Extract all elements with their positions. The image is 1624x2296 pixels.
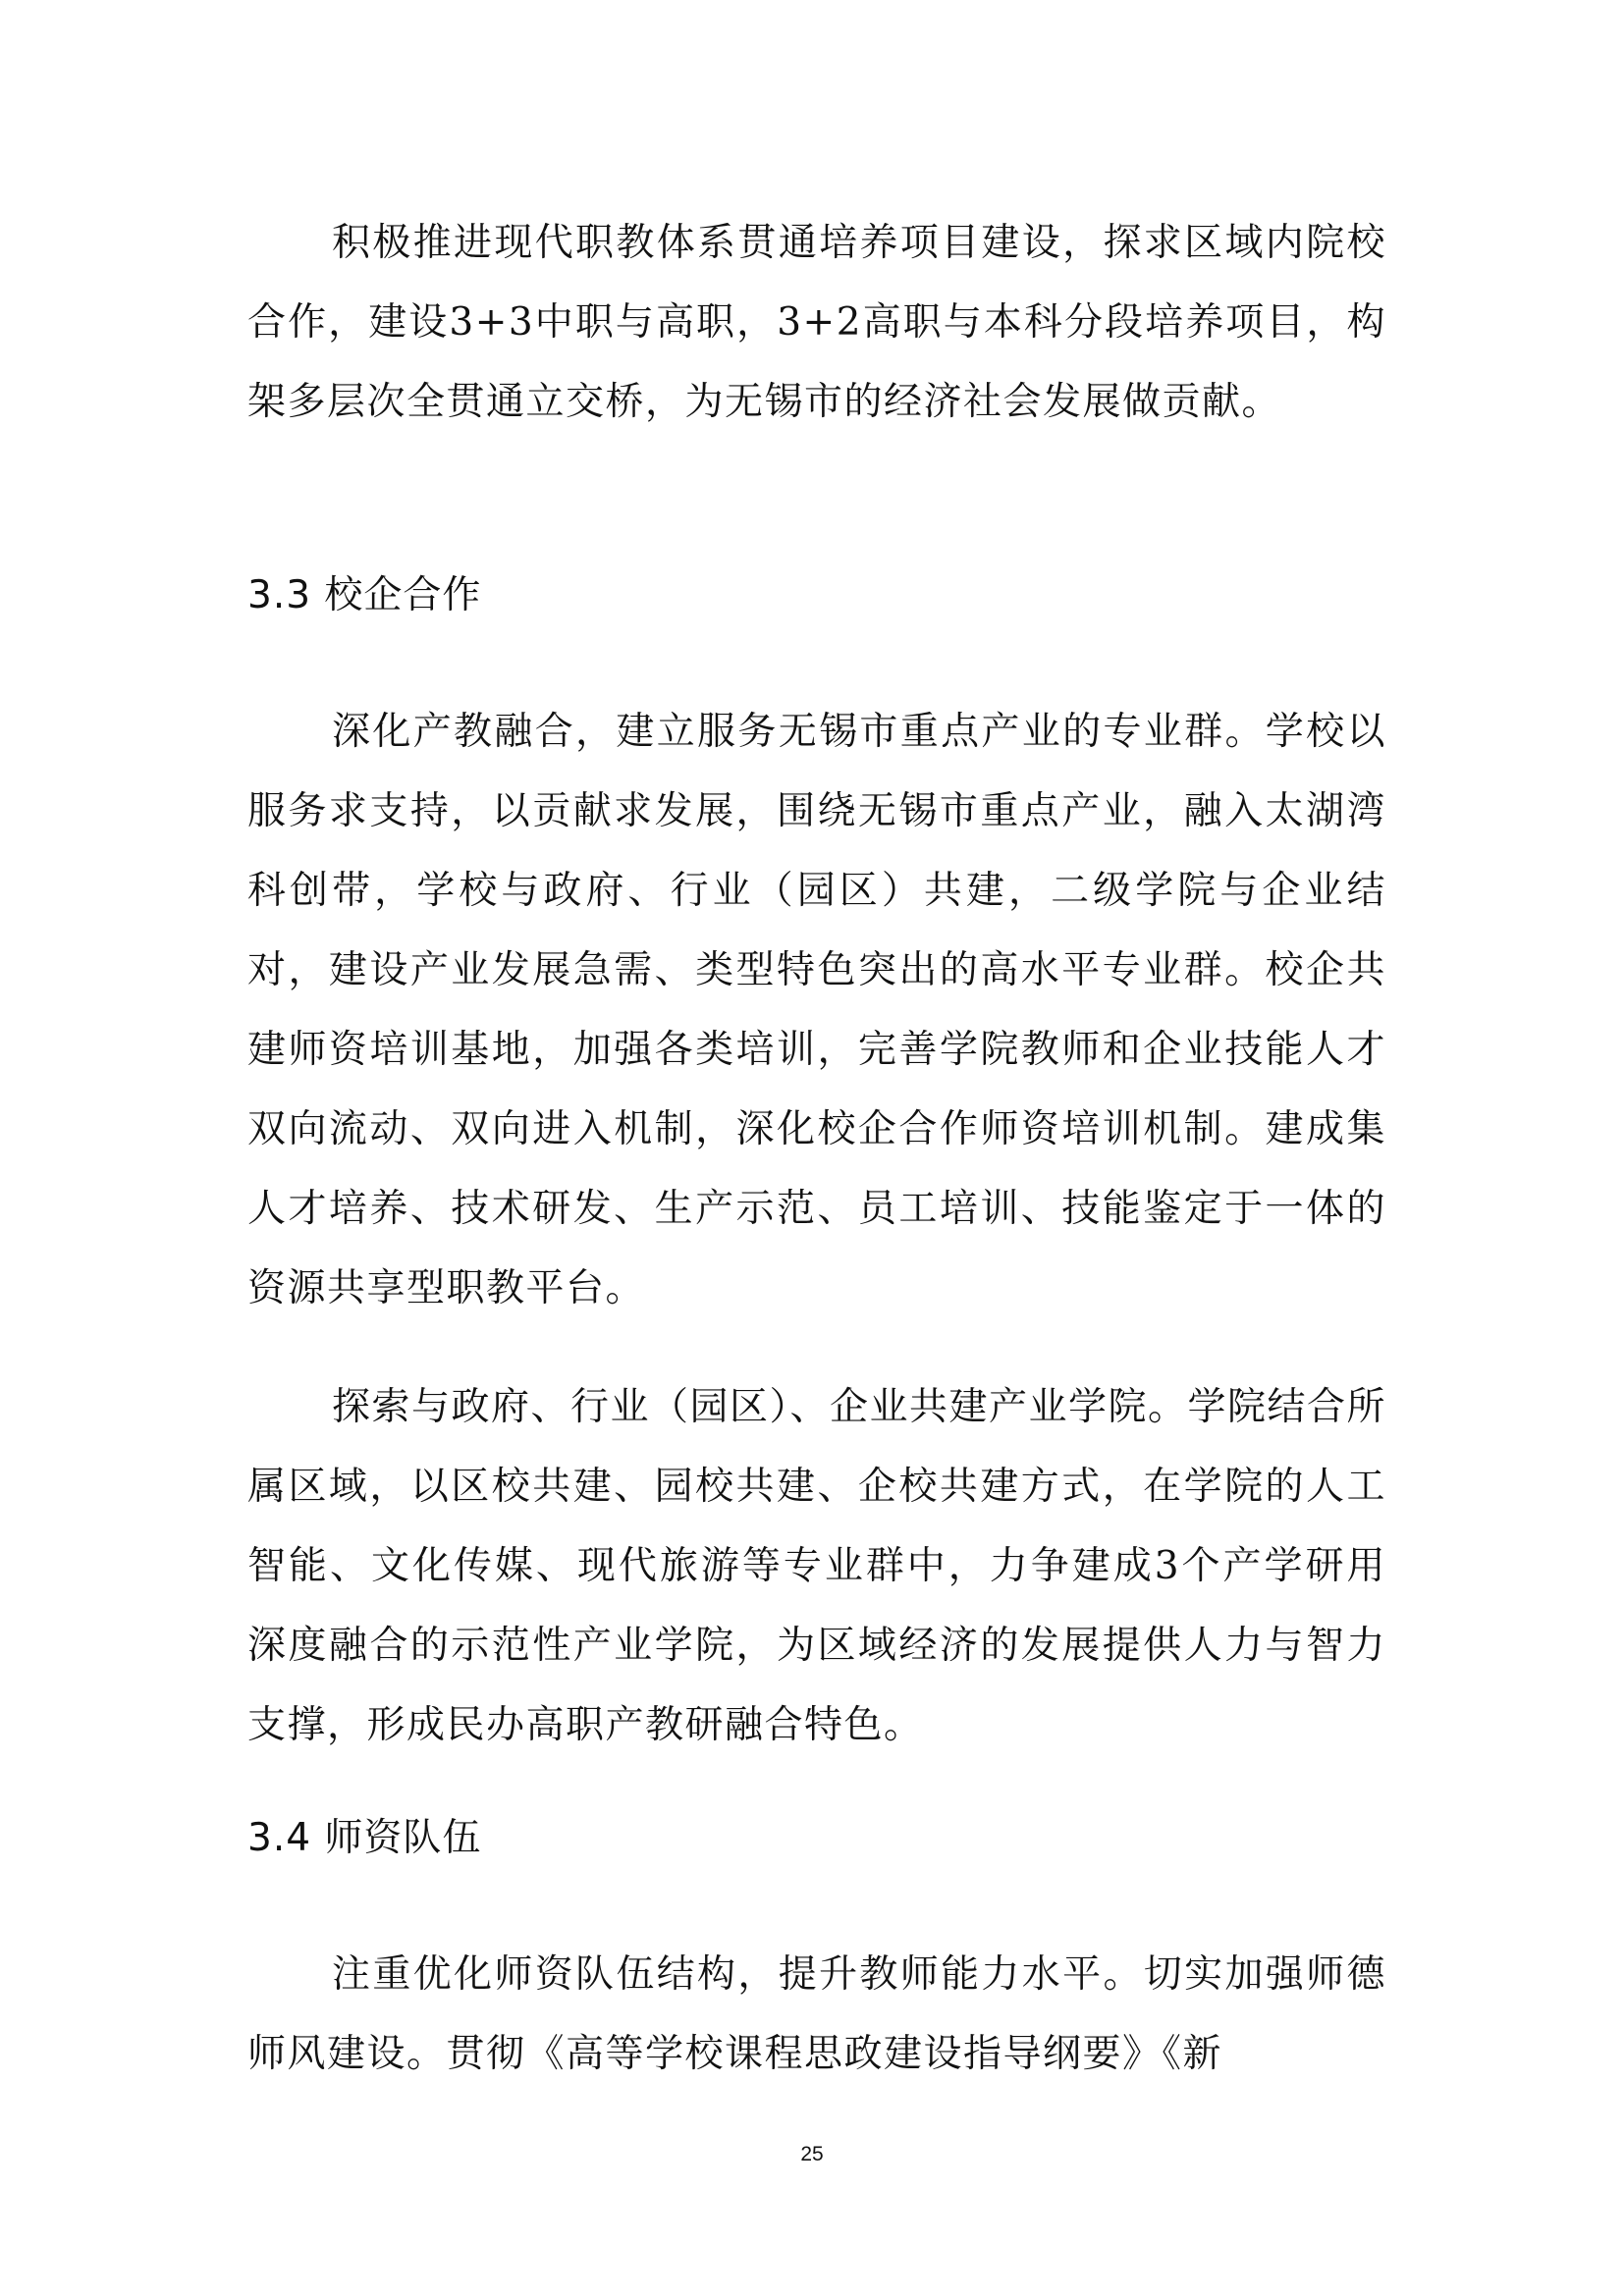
paragraph-industry-college: 探索与政府、行业（园区）、企业共建产业学院。学院结合所属区域，以区校共建、园校共建、企校共建方式，在学院的人工智能、文化传媒、现代旅游等专业群中，力争建成3个产学研用深度融合的示范性产业学院，为区域经济的发展提供人力与智力支撑，形成民办高职产教研融合特色。 (247, 1385, 1387, 1747)
section-heading-3-3: 3.3 校企合作 (247, 573, 482, 617)
paragraph-teaching-staff: 注重优化师资队伍结构，提升教师能力水平。切实加强师德师风建设。贯彻《高等学校课程思政建设指导纲要》《新 (247, 1952, 1386, 2076)
section-heading-3-4: 3.4 师资队伍 (247, 1816, 482, 1860)
paragraph-vocational-system: 积极推进现代职教体系贯通培养项目建设，探求区域内院校合作，建设3+3中职与高职，3+2高职与本科分段培养项目，构架多层次全贯通立交桥，为无锡市的经济社会发展做贡献。 (247, 221, 1386, 424)
paragraph-industry-education: 深化产教融合，建立服务无锡市重点产业的专业群。学校以服务求支持，以贡献求发展，围绕无锡市重点产业，融入太湖湾科创带，学校与政府、行业（园区）共建，二级学院与企业结对，建设产业发展急需、类型特色突出的高水平专业群。校企共建师资培训基地，加强各类培训，完善学院教师和企业技能人才双向流动、双向进入机制，深化校企合作师资培训机制。建成集人才培养、技术研发、生产示范、员工培训、技能鉴定于一体的资源共享型职教平台。 (247, 710, 1386, 1310)
page-number: 25 (800, 2143, 824, 2165)
